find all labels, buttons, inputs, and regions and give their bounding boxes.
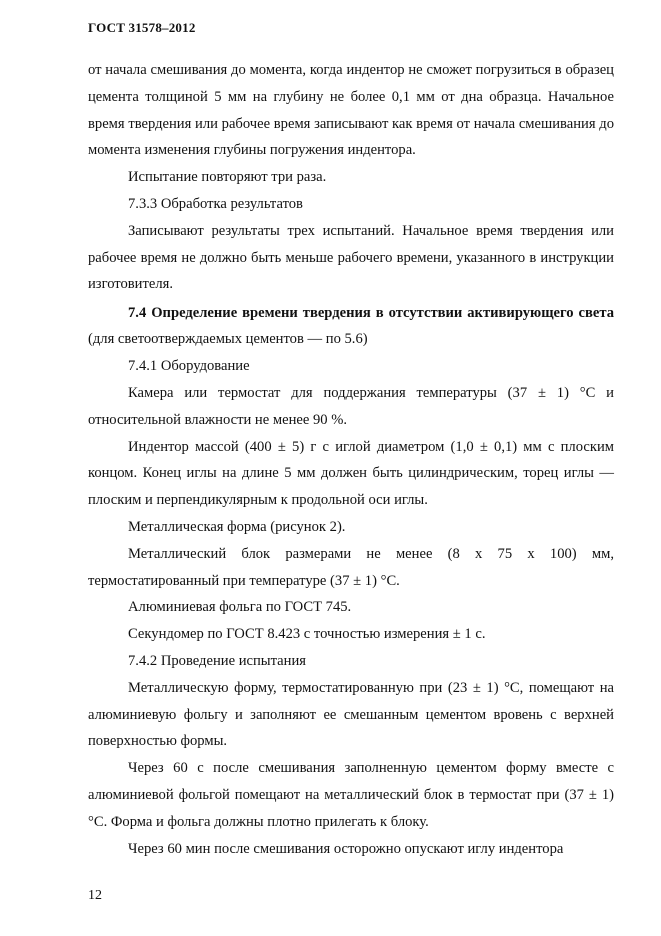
paragraph-indentor: Индентор массой (400 ± 5) г с иглой диаметром (1,0 ± 0,1) мм с плоским концом. Конец иглы на длине 5 мм должен быть цилиндрическим, торец иглы — плоским и перпендикулярным к продольной оси иглы.	[88, 438, 614, 509]
paragraph-aluminium-foil: Алюминиевая фольга по ГОСТ 745.	[128, 599, 352, 616]
paragraph-stopwatch: Секундомер по ГОСТ 8.423 с точностью измерения ± 1 с.	[128, 626, 486, 643]
subsection-heading-7-4-1: 7.4.1 Оборудование	[128, 358, 250, 375]
paragraph-metal-block: Металлический блок размерами не менее (8 х 75 х 100) мм, термостатированный при температуре (37 ± 1) °С.	[88, 545, 614, 589]
section-heading-7-4-note: (для светоотверждаемых цементов — по 5.6)	[88, 331, 368, 348]
paragraph-chamber: Камера или термостат для поддержания температуры (37 ± 1) °С и относительной влажности не менее 90 %.	[88, 385, 614, 428]
paragraph-place-on-block: Через 60 с после смешивания заполненную цементом форму вместе с алюминиевой фольгой помещают на металлический блок в термостат при (37 ± 1) °С. Форма и фольга должны плотно прилегать к блоку.	[88, 760, 614, 830]
subsection-heading-7-4-2: 7.4.2 Проведение испытания	[128, 653, 306, 670]
subsection-heading-7-3-3: 7.3.3 Обработка результатов	[128, 195, 303, 212]
section-heading-7-4-bold: 7.4 Определение времени твердения в отсутствии активирующего света	[128, 304, 614, 321]
paragraph-record-results: Записывают результаты трех испытаний. Начальное время твердения или рабочее время не должно быть меньше рабочего времени, указанного в инструкции изготовителя.	[88, 222, 614, 293]
document-header-id: ГОСТ 31578–2012	[88, 20, 196, 35]
paragraph-metal-form: Металлическая форма (рисунок 2).	[128, 519, 346, 536]
paragraph-repeat-test: Испытание повторяют три раза.	[128, 169, 327, 186]
paragraph-lower-needle: Через 60 мин после смешивания осторожно опускают иглу индентора	[128, 840, 564, 857]
page-body	[88, 57, 614, 862]
paragraph-continuation: от начала смешивания до момента, когда индентор не сможет погрузиться в образец цемента толщиной 5 мм на глубину не более 0,1 мм от дна образца. Начальное время твердения или рабочее время записывают как время от начала смешивания до момента изменения глубины погружения индентора.	[88, 62, 614, 159]
section-heading-7-4	[88, 300, 614, 354]
page-number: 12	[88, 888, 102, 903]
paragraph-fill-form: Металлическую форму, термостатированную при (23 ± 1) °С, помещают на алюминиевую фольгу и заполняют ее смешанным цементом вровень с верхней поверхностью формы.	[88, 679, 614, 750]
